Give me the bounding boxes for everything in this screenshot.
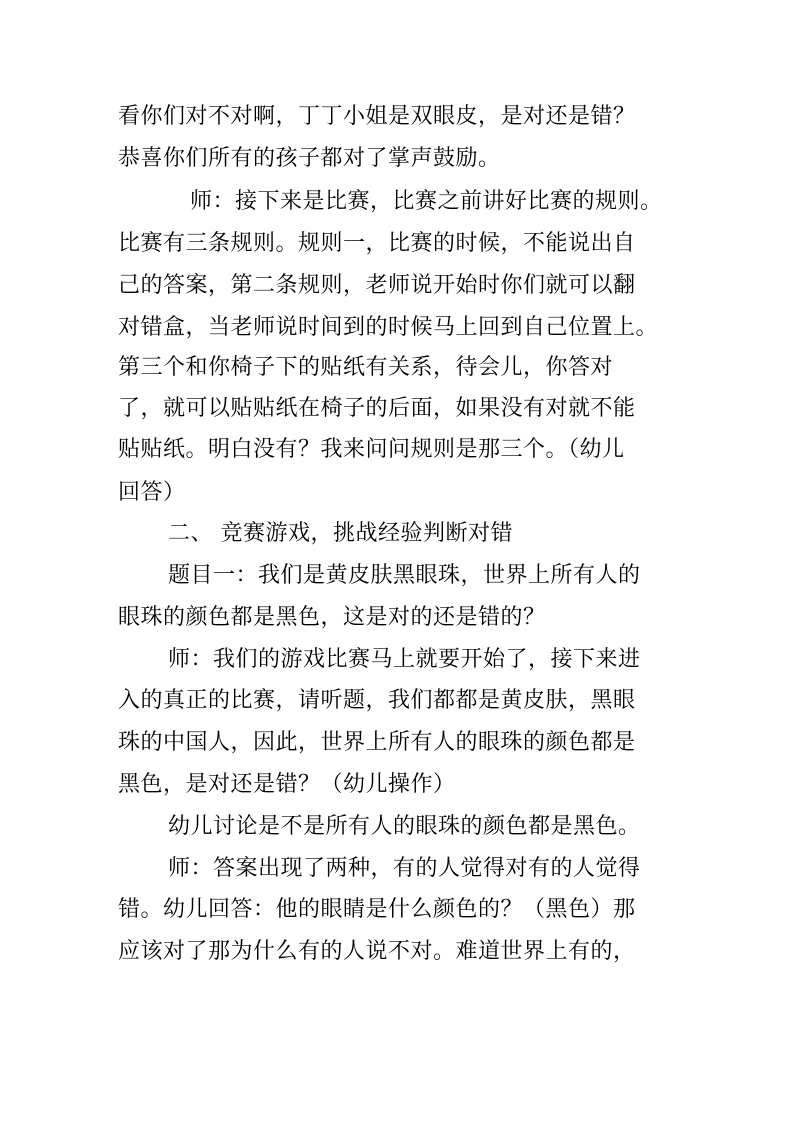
text-line: 恭喜你们所有的孩子都对了掌声鼓励。: [118, 146, 501, 171]
text-line: 眼珠的颜色都是黑色，这是对的还是错的？: [118, 605, 546, 630]
text-line: 回答）: [118, 480, 186, 505]
text-line: 黑色，是对还是错？（幼儿操作）: [118, 772, 456, 797]
text-line: 题目一：我们是黄皮肤黑眼珠，世界上所有人的: [168, 563, 641, 588]
text-line: 看你们对不对啊，丁丁小姐是双眼皮，是对还是错？: [118, 104, 636, 129]
text-line: 比赛有三条规则。规则一，比赛的时候，不能说出自: [118, 231, 636, 256]
text-line: 应该对了那为什么有的人说不对。难道世界上有的，: [118, 939, 636, 964]
text-line: 对错盒，当老师说时间到的时候马上回到自己位置上。: [118, 315, 659, 340]
text-line: 师：答案出现了两种，有的人觉得对有的人觉得: [168, 856, 641, 881]
text-line: 珠的中国人，因此，世界上所有人的眼珠的颜色都是: [118, 730, 636, 755]
text-line: 贴贴纸。明白没有？我来问问规则是那三个。（幼儿: [118, 437, 625, 462]
text-line: 幼儿讨论是不是所有人的眼珠的颜色都是黑色。: [168, 814, 641, 839]
section-heading: 二、 竞赛游戏，挑战经验判断对错: [168, 521, 513, 546]
text-line: 入的真正的比赛，请听题，我们都都是黄皮肤，黑眼: [118, 688, 636, 713]
text-line: 师：接下来是比赛，比赛之前讲好比赛的规则。: [190, 189, 663, 214]
text-line: 错。幼儿回答：他的眼睛是什么颜色的？（黑色）那: [118, 897, 636, 922]
text-line: 第三个和你椅子下的贴纸有关系，待会儿，你答对: [118, 355, 614, 380]
text-line: 己的答案，第二条规则，老师说开始时你们就可以翻: [118, 273, 636, 298]
text-line: 师：我们的游戏比赛马上就要开始了，接下来进: [168, 647, 641, 672]
text-line: 了，就可以贴贴纸在椅子的后面，如果没有对就不能: [118, 396, 636, 421]
